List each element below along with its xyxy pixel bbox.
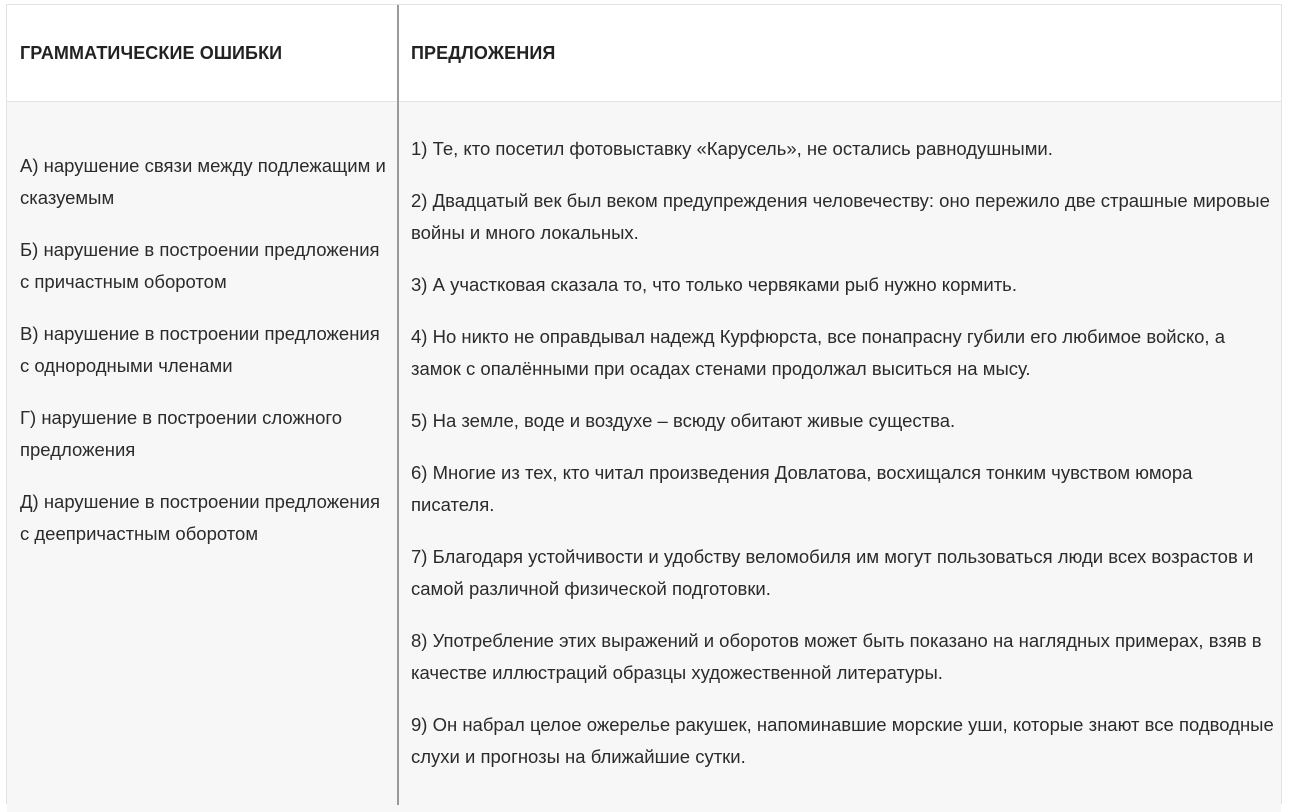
header-sentences: ПРЕДЛОЖЕНИЯ bbox=[411, 42, 556, 63]
error-item-d: Г) нарушение в построении сложного предложения bbox=[20, 407, 342, 460]
error-item-b: Б) нарушение в построении предложения с причастным оборотом bbox=[20, 239, 380, 292]
error-item-e: Д) нарушение в построении предложения с деепричастным оборотом bbox=[20, 491, 380, 544]
sentence-item-6: 6) Многие из тех, кто читал произведения Довлатова, восхищался тонким чувством юмора писателя. bbox=[411, 462, 1193, 515]
header-errors: ГРАММАТИЧЕСКИЕ ОШИБКИ bbox=[20, 42, 283, 63]
sentence-item-9: 9) Он набрал целое ожерелье ракушек, напоминавшие морские уши, которые знают все подводные слухи и прогнозы на ближайшие сутки. bbox=[411, 714, 1274, 767]
sentence-item-3: 3) А участковая сказала то, что только червяками рыб нужно кормить. bbox=[411, 274, 1017, 295]
sentence-item-8: 8) Употребление этих выражений и оборотов может быть показано на наглядных примерах, взяв в качестве иллюстраций образцы художественной литературы. bbox=[411, 630, 1262, 683]
errors-cell bbox=[20, 150, 390, 570]
sentence-item-4: 4) Но никто не оправдывал надежд Курфюрста, все понапрасну губили его любимое войско, а замок с опалёнными при осадах стенами продолжал выситься на мысу. bbox=[411, 326, 1225, 379]
table-header-row bbox=[7, 5, 1281, 102]
column-divider bbox=[397, 5, 399, 805]
error-item-c: В) нарушение в построении предложения с однородными членами bbox=[20, 323, 380, 376]
matching-table bbox=[6, 4, 1282, 804]
sentence-item-2: 2) Двадцатый век был веком предупреждения человечеству: оно пережило две страшные мировые войны и много локальных. bbox=[411, 190, 1270, 243]
error-item-a: А) нарушение связи между подлежащим и сказуемым bbox=[20, 155, 386, 208]
sentence-item-5: 5) На земле, воде и воздухе – всюду обитают живые существа. bbox=[411, 410, 956, 431]
sentence-item-7: 7) Благодаря устойчивости и удобству веломобиля им могут пользоваться люди всех возрастов и самой различной физической подготовки. bbox=[411, 546, 1254, 599]
sentences-cell bbox=[411, 133, 1276, 793]
sentence-item-1: 1) Те, кто посетил фотовыставку «Карусель», не остались равнодушными. bbox=[411, 138, 1053, 159]
